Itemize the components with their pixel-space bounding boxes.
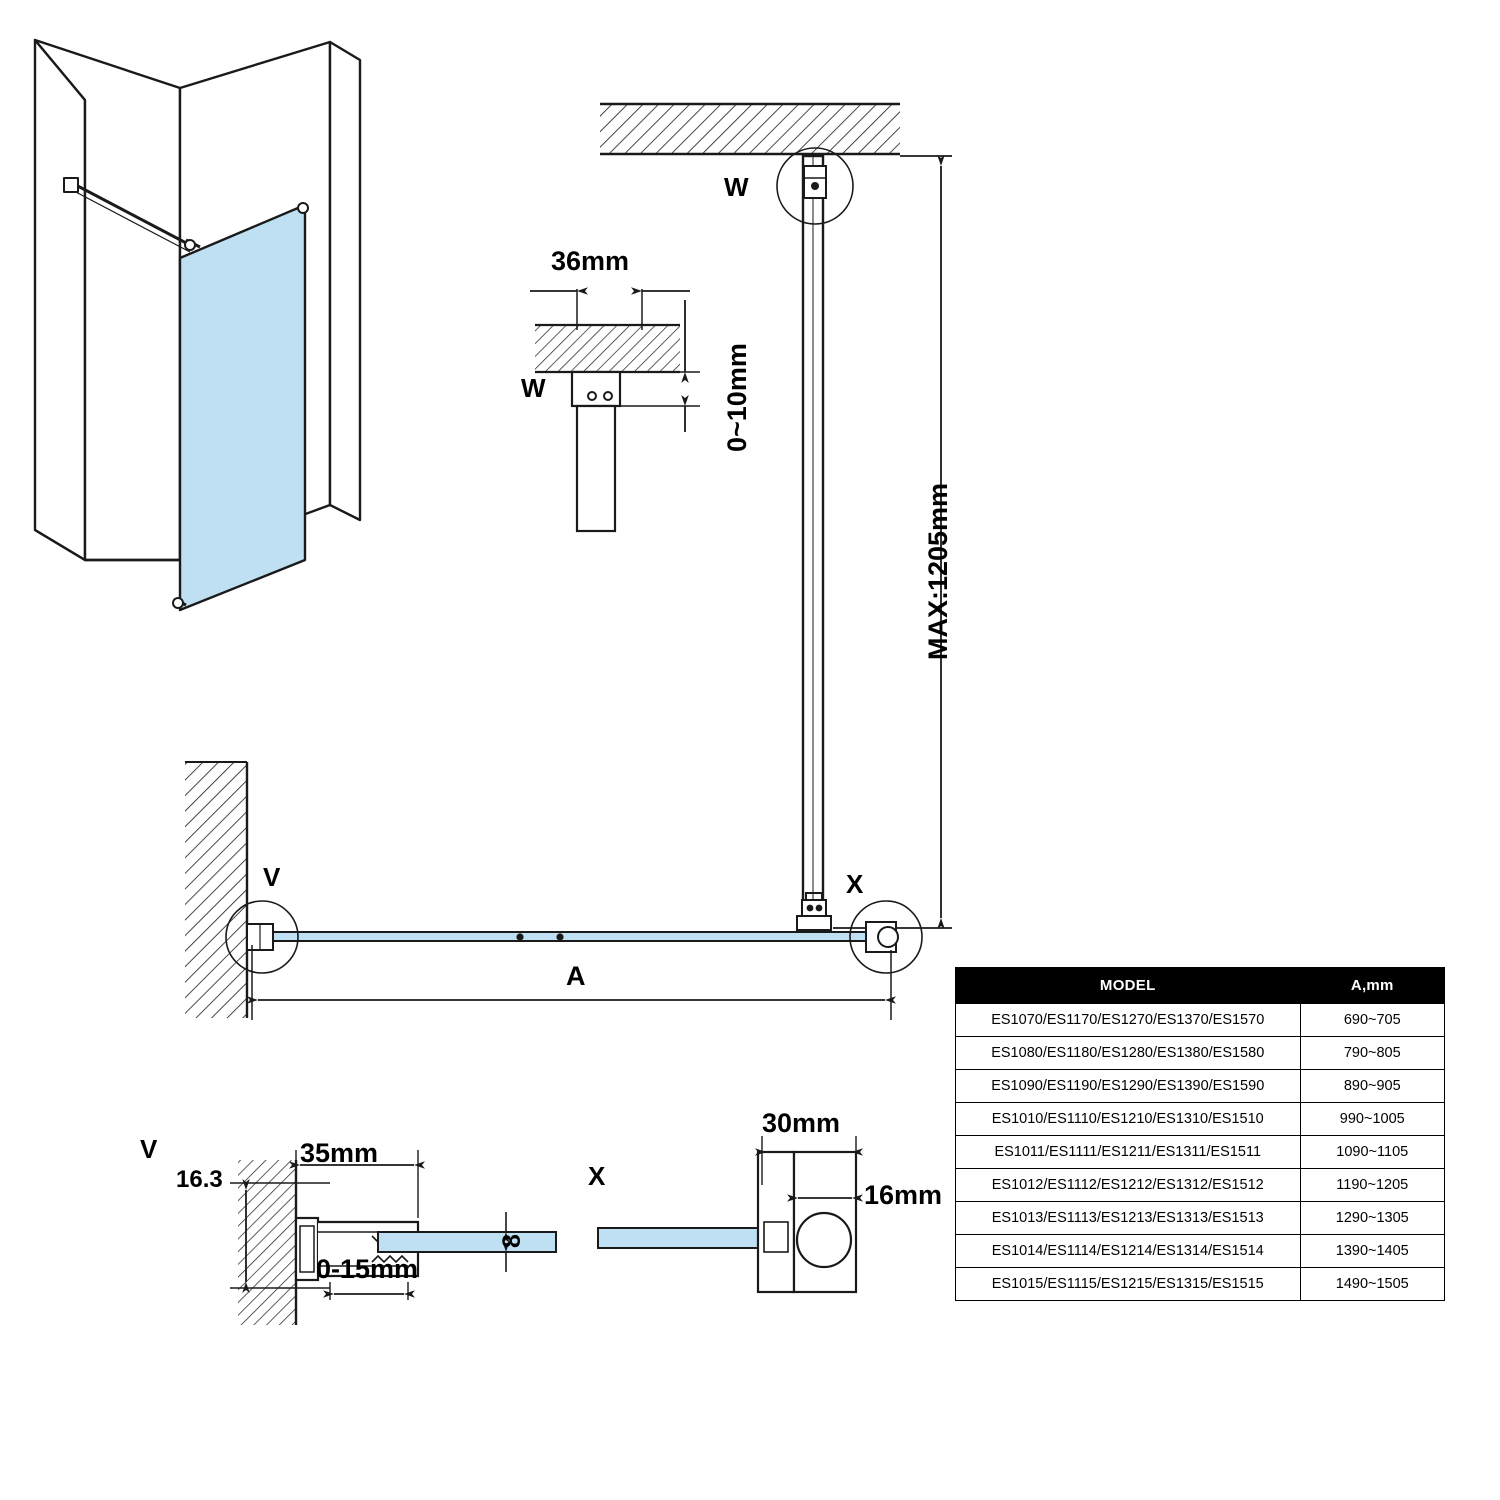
table-cell-a: 890~905 — [1300, 1070, 1445, 1103]
label-v-plan: V — [263, 862, 281, 892]
table-header-row — [956, 968, 1445, 1004]
table-row — [956, 1202, 1445, 1235]
table-cell-a: 1290~1305 — [1300, 1202, 1445, 1235]
isometric-shower-view — [35, 40, 360, 610]
label-w-detail: W — [521, 373, 546, 403]
table-row — [956, 1235, 1445, 1268]
ceiling-mount-detail — [600, 104, 900, 930]
table-cell-a: 990~1005 — [1300, 1103, 1445, 1136]
dim-36mm: 36mm — [551, 246, 630, 276]
table-cell-model: ES1014/ES1114/ES1214/ES1314/ES1514 — [956, 1235, 1301, 1268]
table-row — [956, 1037, 1445, 1070]
table-row — [956, 1136, 1445, 1169]
table-cell-model: ES1010/ES1110/ES1210/ES1310/ES1510 — [956, 1103, 1301, 1136]
table-cell-a: 690~705 — [1300, 1004, 1445, 1037]
x-section-detail — [598, 1136, 856, 1292]
dim-16mm: 16mm — [864, 1180, 943, 1210]
table-row — [956, 1169, 1445, 1202]
table-cell-model: ES1011/ES1111/ES1211/ES1311/ES1511 — [956, 1136, 1301, 1169]
table-cell-model: ES1012/ES1112/ES1212/ES1312/ES1512 — [956, 1169, 1301, 1202]
label-x-detail: X — [588, 1161, 606, 1191]
dim-0-10mm: 0~10mm — [722, 343, 752, 452]
table-cell-model: ES1015/ES1115/ES1215/ES1315/ES1515 — [956, 1268, 1301, 1301]
table-cell-a: 1490~1505 — [1300, 1268, 1445, 1301]
table-cell-model: ES1080/ES1180/ES1280/ES1380/ES1580 — [956, 1037, 1301, 1070]
table-row — [956, 1103, 1445, 1136]
table-row — [956, 1004, 1445, 1037]
table-cell-model: ES1090/ES1190/ES1290/ES1390/ES1590 — [956, 1070, 1301, 1103]
table-cell-model: ES1013/ES1113/ES1213/ES1313/ES1513 — [956, 1202, 1301, 1235]
table-header-a: A,mm — [1300, 968, 1445, 1004]
dim-a-label: A — [566, 961, 586, 991]
label-v-detail: V — [140, 1134, 158, 1164]
dim-30mm: 30mm — [762, 1108, 841, 1138]
wall-bracket-detail — [530, 289, 700, 531]
model-specification-table — [955, 967, 1445, 1301]
table-row — [956, 1070, 1445, 1103]
label-x-plan: X — [846, 869, 864, 899]
dim-8: 8 — [498, 1234, 526, 1248]
table-cell-model: ES1070/ES1170/ES1270/ES1370/ES1570 — [956, 1004, 1301, 1037]
table-cell-a: 790~805 — [1300, 1037, 1445, 1070]
table-row — [956, 1268, 1445, 1301]
table-cell-a: 1390~1405 — [1300, 1235, 1445, 1268]
table-cell-a: 1190~1205 — [1300, 1169, 1445, 1202]
dim-max-height-label: MAX:1205mm — [923, 482, 953, 660]
dim-0-15mm: 0-15mm — [316, 1254, 419, 1284]
table-header-model: MODEL — [956, 968, 1301, 1004]
dim-16-3: 16.3 — [176, 1166, 223, 1193]
label-w-top: W — [724, 172, 749, 202]
table-cell-a: 1090~1105 — [1300, 1136, 1445, 1169]
dim-35mm: 35mm — [300, 1138, 379, 1168]
